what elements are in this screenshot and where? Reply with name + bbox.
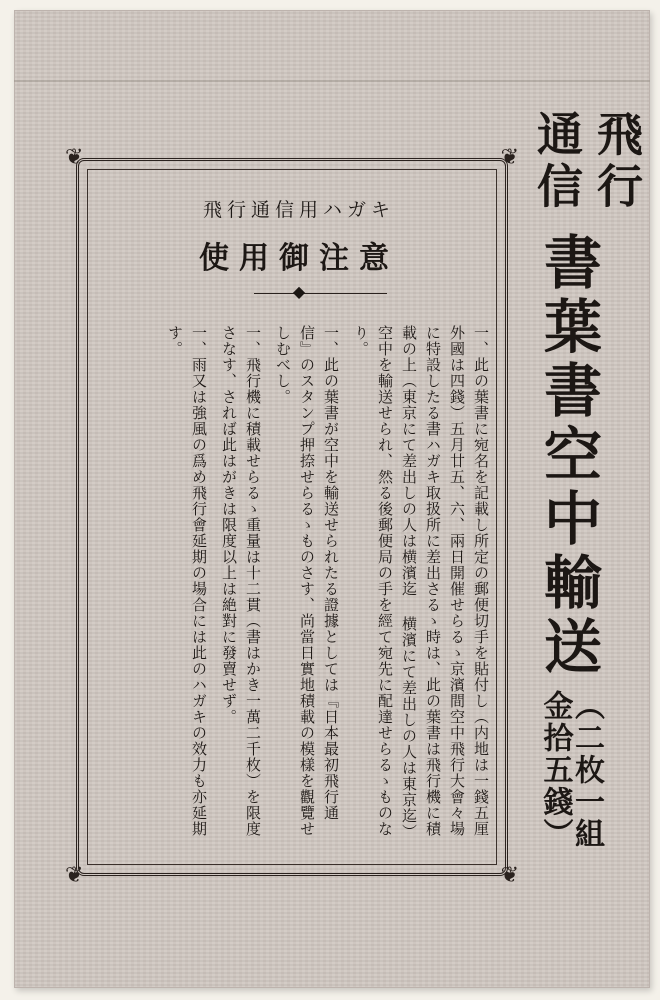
postcard-envelope xyxy=(14,10,650,988)
corner-ornament-icon: ❦ xyxy=(500,863,519,888)
divider-right xyxy=(317,293,387,294)
notice-item: 一、此の葉書に宛名を記載し所定の郵便切手を貼付し（内地は一錢五厘 外國は四錢）五月廿五、六、兩日開催せらるゝ京濱間空中飛行大會々場に特設したる書ハガキ取扱所に差出さるゝ時は、此の葉書は飛行機に積載の上（東京にて差出しの人は横濱迄 横濱にて差出しの人は東京迄）空中を輸送せられ、然る後郵便局の手を經て宛先に配達せらるゝものなり。 xyxy=(352,325,490,840)
notice-subtitle: 飛行通信用ハガキ xyxy=(202,199,395,221)
notice-items xyxy=(123,325,493,845)
notice-box xyxy=(65,145,519,888)
envelope-flap-fold xyxy=(14,80,650,82)
notice-item: 一、飛行機に積載せらるゝ重量は十二貫（書はかき一萬二千枚）を限度さなす、されば此はがきは限度以上は絶對に發賣せず。 xyxy=(220,325,262,837)
notice-item: 一、雨又は強風の爲め飛行會延期の場合には此のハガキの效力も亦延期す。 xyxy=(166,325,208,837)
main-title: 書葉書空中輸送 xyxy=(534,232,602,680)
corner-ornament-icon: ❦ xyxy=(65,863,84,888)
notice-heading: 使用御注意 xyxy=(199,241,399,276)
corner-ornament-icon: ❦ xyxy=(65,145,84,170)
notice-item: 一、此の葉書が空中を輸送せられたる證據としては『日本最初飛行通信』のスタンプ押捺せらるゝものさす、尚當日實地積載の模樣を觀覽せしむべし。 xyxy=(274,325,340,837)
corner-ornament-icon: ❦ xyxy=(500,145,519,170)
title-hiko: 飛行 xyxy=(590,110,644,214)
divider-ornament-icon: ◆ xyxy=(292,282,306,301)
price-label: （二枚一組金拾五錢） xyxy=(537,690,604,850)
title-tsushin: 通信 xyxy=(530,110,584,214)
